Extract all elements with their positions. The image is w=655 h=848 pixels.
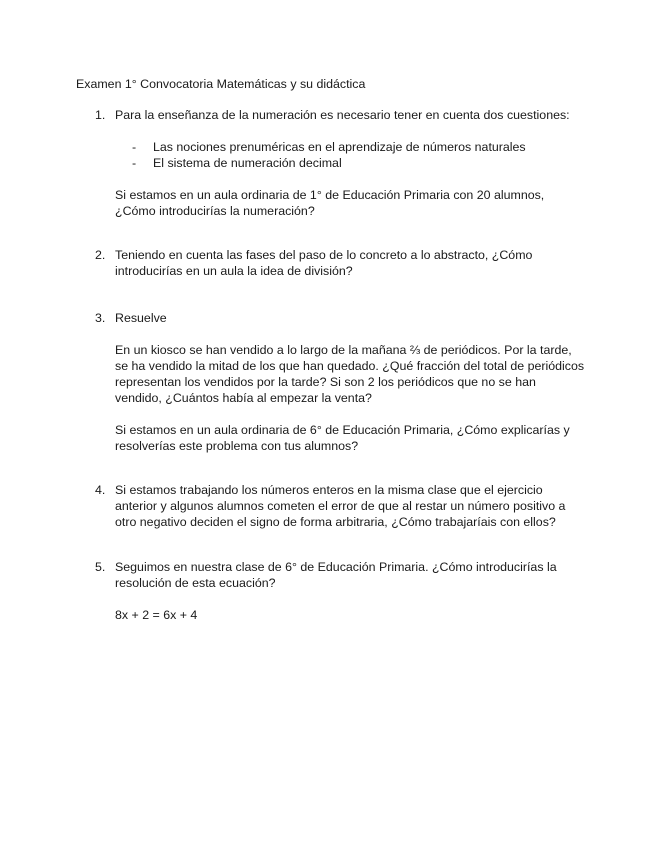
question-number: 1. [95,108,106,122]
question-1-text: Si estamos en un aula ordinaria de 1° de Educación Primaria con 20 alumnos, ¿Cómo introducirías la numeración? [115,188,545,218]
question-4 [95,482,585,530]
bullet-dash: - [132,140,137,154]
question-4-text: Si estamos trabajando los números enteros en la misma clase que el ejercicio anterior y algunos alumnos cometen el error de que al restar un número positivo a otro negativo deciden el signo de forma arbitraria, ¿Cómo trabajaríais con ellos? [115,483,566,529]
question-number: 3. [95,311,106,325]
question-2 [95,247,585,279]
question-number: 4. [95,483,106,497]
question-1-bullet-list [132,139,585,171]
bullet-text: El sistema de numeración decimal [153,156,342,170]
question-5-equation: 8x + 2 = 6x + 4 [115,608,198,622]
bullet-item [132,139,585,155]
bullet-text: Las nociones prenuméricas en el aprendizaje de números naturales [153,140,526,154]
question-1-intro: Para la enseñanza de la numeración es necesario tener en cuenta dos cuestiones: [115,108,570,122]
question-3 [95,310,585,454]
question-number: 2. [95,248,106,262]
question-5 [95,559,585,623]
question-number: 5. [95,560,106,574]
question-5-text: Seguimos en nuestra clase de 6° de Educación Primaria. ¿Cómo introducirías la resolución de esta ecuación? [115,560,557,590]
question-3-heading: Resuelve [115,311,167,325]
document-title: Examen 1° Convocatoria Matemáticas y su didáctica [76,77,366,91]
bullet-item [132,155,585,171]
question-1 [95,107,585,219]
question-3-problem: En un kiosco se han vendido a lo largo de la mañana ⅔ de periódicos. Por la tarde, se ha vendido la mitad de los que han quedado. ¿Qué fracción del total de periódicos representan los vendidos por la tarde? Si son 2 los periódicos que no se han vendido, ¿Cuántos había al empezar la venta? [115,343,585,405]
bullet-dash: - [132,156,137,170]
question-2-text: Teniendo en cuenta las fases del paso de lo concreto a lo abstracto, ¿Cómo introducirías en un aula la idea de división? [115,248,533,278]
question-3-text: Si estamos en un aula ordinaria de 6° de Educación Primaria, ¿Cómo explicarías y resolverías este problema con tus alumnos? [115,423,570,453]
